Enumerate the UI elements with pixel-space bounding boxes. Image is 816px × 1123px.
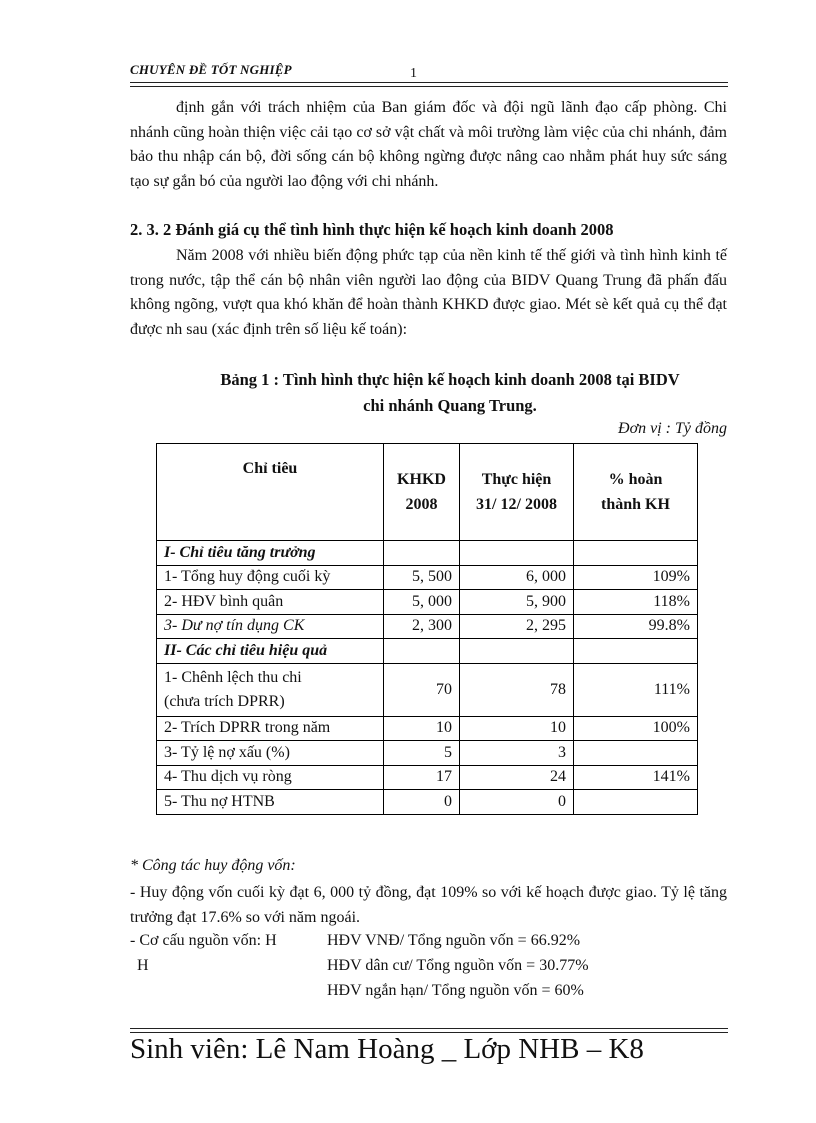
table-section-row xyxy=(157,541,698,566)
table-row xyxy=(157,741,698,766)
row-label: 4- Thu dịch vụ ròng xyxy=(157,765,384,790)
row-actual: 5, 900 xyxy=(460,590,574,615)
row-percent: 100% xyxy=(574,716,698,741)
row-percent: 118% xyxy=(574,590,698,615)
row-actual: 3 xyxy=(460,741,574,766)
footer-student-info: Sinh viên: Lê Nam Hoàng _ Lớp NHB – K8 xyxy=(130,1033,644,1065)
header-indicator: Chỉ tiêu xyxy=(157,444,384,541)
notes-line2-left: - Cơ cấu nguồn vốn: H xyxy=(130,932,277,949)
row-percent: 111% xyxy=(574,663,698,716)
row-actual: 0 xyxy=(460,790,574,815)
section-paragraph: Năm 2008 với nhiều biến động phức tạp của nền kinh tế thế giới và tình hình kinh tế trong nước, tập thể cán bộ nhân viên người lao động của BIDV Quang Trung đã phấn đấu không ngõng, vượt qua khó khăn để hoàn thành KHKD được giao. Mét sè kết quả cụ thể đạt được nh sau (xác định trên số liệu kế toán): xyxy=(130,247,727,338)
notes-heading: * Công tác huy động vốn: xyxy=(130,857,296,874)
row-plan: 70 xyxy=(384,663,460,716)
row-plan: 10 xyxy=(384,716,460,741)
table-caption xyxy=(160,367,740,419)
notes-line3-left: H xyxy=(137,957,149,974)
table-row xyxy=(157,716,698,741)
row-label: 5- Thu nợ HTNB xyxy=(157,790,384,815)
row-label: 3- Dư nợ tín dụng CK xyxy=(157,614,384,639)
table-row xyxy=(157,790,698,815)
header-actual: Thực hiện 31/ 12/ 2008 xyxy=(460,444,574,541)
footer-rule-top xyxy=(130,1028,728,1029)
section-heading: 2. 3. 2 Đánh giá cụ thể tình hình thực hiện kế hoạch kinh doanh 2008 xyxy=(130,220,614,239)
row-label: 3- Tỷ lệ nợ xấu (%) xyxy=(157,741,384,766)
business-plan-table xyxy=(156,443,698,815)
notes-line2-right: HĐV VNĐ/ Tổng nguồn vốn = 66.92% xyxy=(327,932,581,949)
table-row xyxy=(157,565,698,590)
row-actual: 24 xyxy=(460,765,574,790)
header-rule-bottom xyxy=(130,86,728,87)
header-plan: KHKD 2008 xyxy=(384,444,460,541)
table-row xyxy=(157,590,698,615)
table-section-row xyxy=(157,639,698,664)
row-label: 2- HĐV bình quân xyxy=(157,590,384,615)
row-percent: 141% xyxy=(574,765,698,790)
notes-line1: - Huy động vốn cuối kỳ đạt 6, 000 tỷ đồng, đạt 109% so với kế hoạch được giao. Tỷ lệ tăng trưởng đạt 17.6% so với năm ngoái. xyxy=(130,884,727,926)
row-actual: 6, 000 xyxy=(460,565,574,590)
row-label: 1- Tổng huy động cuối kỳ xyxy=(157,565,384,590)
table-header-row xyxy=(157,444,698,541)
notes-line3-right: HĐV dân cư/ Tổng nguồn vốn = 30.77% xyxy=(327,957,589,974)
row-actual: 78 xyxy=(460,663,574,716)
section-label: I- Chỉ tiêu tăng trưởng xyxy=(157,541,384,566)
table-unit: Đơn vị : Tỷ đồng xyxy=(618,420,727,437)
table-caption-line2: chi nhánh Quang Trung. xyxy=(363,396,537,415)
row-plan: 5, 500 xyxy=(384,565,460,590)
row-percent xyxy=(574,741,698,766)
table-row xyxy=(157,765,698,790)
row-percent: 109% xyxy=(574,565,698,590)
row-label: 2- Trích DPRR trong năm xyxy=(157,716,384,741)
intro-paragraph: định gắn với trách nhiệm của Ban giám đốc và đội ngũ lãnh đạo cấp phòng. Chi nhánh cũng hoàn thiện việc cải tạo cơ sở vật chất và môi trường làm việc của chi nhánh, đảm bảo thu nhập cán bộ, đời sống cán bộ không ngừng được nâng cao nhằm phát huy sức sáng tạo sự gắn bó của người lao động với chi nhánh. xyxy=(130,99,727,190)
header-title: CHUYÊN ĐỀ TỐT NGHIỆP xyxy=(130,62,292,77)
row-plan: 17 xyxy=(384,765,460,790)
row-plan: 5, 000 xyxy=(384,590,460,615)
row-percent xyxy=(574,790,698,815)
header-rule-top xyxy=(130,82,728,83)
row-plan: 0 xyxy=(384,790,460,815)
table-row xyxy=(157,663,698,716)
notes-line4-right: HĐV ngắn hạn/ Tổng nguồn vốn = 60% xyxy=(327,982,584,999)
row-plan: 5 xyxy=(384,741,460,766)
table-caption-line1: Bảng 1 : Tình hình thực hiện kế hoạch kinh doanh 2008 tại BIDV xyxy=(220,370,680,389)
row-percent: 99.8% xyxy=(574,614,698,639)
row-actual: 2, 295 xyxy=(460,614,574,639)
table-row xyxy=(157,614,698,639)
row-plan: 2, 300 xyxy=(384,614,460,639)
row-label: 1- Chênh lệch thu chi (chưa trích DPRR) xyxy=(157,663,384,716)
header-percent: % hoàn thành KH xyxy=(574,444,698,541)
row-actual: 10 xyxy=(460,716,574,741)
section-label: II- Các chỉ tiêu hiệu quả xyxy=(157,639,384,664)
page-number: 1 xyxy=(410,66,417,81)
